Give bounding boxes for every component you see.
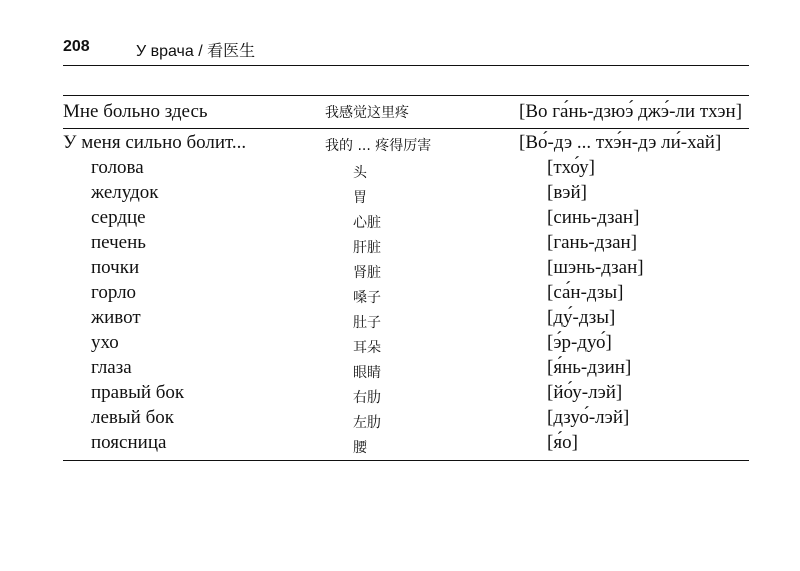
- russian-word: почки: [91, 257, 140, 278]
- chinese-word: 肚子: [353, 315, 381, 331]
- russian-word: ухо: [91, 332, 119, 353]
- page-header: [63, 36, 749, 66]
- table-row: [63, 157, 749, 182]
- transcription: [йо́у-лэй]: [547, 382, 623, 403]
- transcription: [ду́-дзы]: [547, 307, 616, 328]
- transcription: [вэй]: [547, 182, 587, 203]
- russian-word: живот: [91, 307, 141, 328]
- russian-word: поясница: [91, 432, 167, 453]
- russian-word: сердце: [91, 207, 146, 228]
- russian-word: глаза: [91, 357, 132, 378]
- russian-phrase: Мне больно здесь: [63, 101, 208, 122]
- table-row: [63, 307, 749, 332]
- table-row: [63, 357, 749, 382]
- header-divider: [63, 65, 749, 66]
- transcription: [Во га́нь-дзюэ́ джэ́-ли тхэн]: [519, 101, 743, 122]
- table-row: [63, 407, 749, 432]
- chinese-word: 心脏: [353, 215, 381, 231]
- transcription: [я́нь-дзин]: [547, 357, 632, 378]
- russian-word: желудок: [91, 182, 159, 203]
- transcription: [синь-дзан]: [547, 207, 640, 228]
- table-row: [63, 232, 749, 257]
- transcription: [гань-дзан]: [547, 232, 638, 253]
- russian-word: печень: [91, 232, 146, 253]
- russian-word: голова: [91, 157, 144, 178]
- chinese-phrase: 我的 ... 疼得厉害: [325, 138, 432, 154]
- table-row: [63, 282, 749, 307]
- table-row: [63, 257, 749, 282]
- chinese-word: 胃: [353, 190, 367, 206]
- table-row: [63, 382, 749, 407]
- chinese-word: 肾脏: [353, 265, 381, 281]
- russian-word: горло: [91, 282, 137, 303]
- running-title: У врача / 看医生: [136, 43, 256, 60]
- table-row: [63, 207, 749, 232]
- transcription: [я́о]: [547, 432, 578, 453]
- transcription: [тхо́у]: [547, 157, 596, 178]
- chinese-word: 腰: [353, 440, 367, 456]
- russian-word: правый бок: [91, 382, 185, 403]
- russian-word: левый бок: [91, 407, 174, 428]
- table-row: [63, 432, 749, 460]
- table-row: [63, 332, 749, 357]
- table-row: [63, 96, 749, 129]
- transcription: [э́р-дуо́]: [547, 332, 612, 353]
- transcription: [Во́-дэ ... тхэ́н-дэ ли́-хай]: [519, 132, 722, 153]
- phrase-table: [63, 95, 749, 461]
- chinese-word: 眼睛: [353, 365, 381, 381]
- chinese-word: 肝脏: [353, 240, 381, 256]
- chinese-word: 嗓子: [353, 290, 381, 306]
- page-number: 208: [63, 38, 90, 55]
- transcription: [шэнь-дзан]: [547, 257, 644, 278]
- transcription: [дзуо́-лэй]: [547, 407, 630, 428]
- transcription: [са́н-дзы]: [547, 282, 624, 303]
- chinese-phrase: 我感觉这里疼: [325, 105, 409, 121]
- table-row: [63, 132, 749, 157]
- chinese-word: 耳朵: [353, 340, 381, 356]
- chinese-word: 左肋: [353, 415, 381, 431]
- chinese-word: 头: [353, 165, 367, 181]
- chinese-word: 右肋: [353, 390, 381, 406]
- russian-phrase: У меня сильно болит...: [63, 132, 247, 153]
- table-row: [63, 182, 749, 207]
